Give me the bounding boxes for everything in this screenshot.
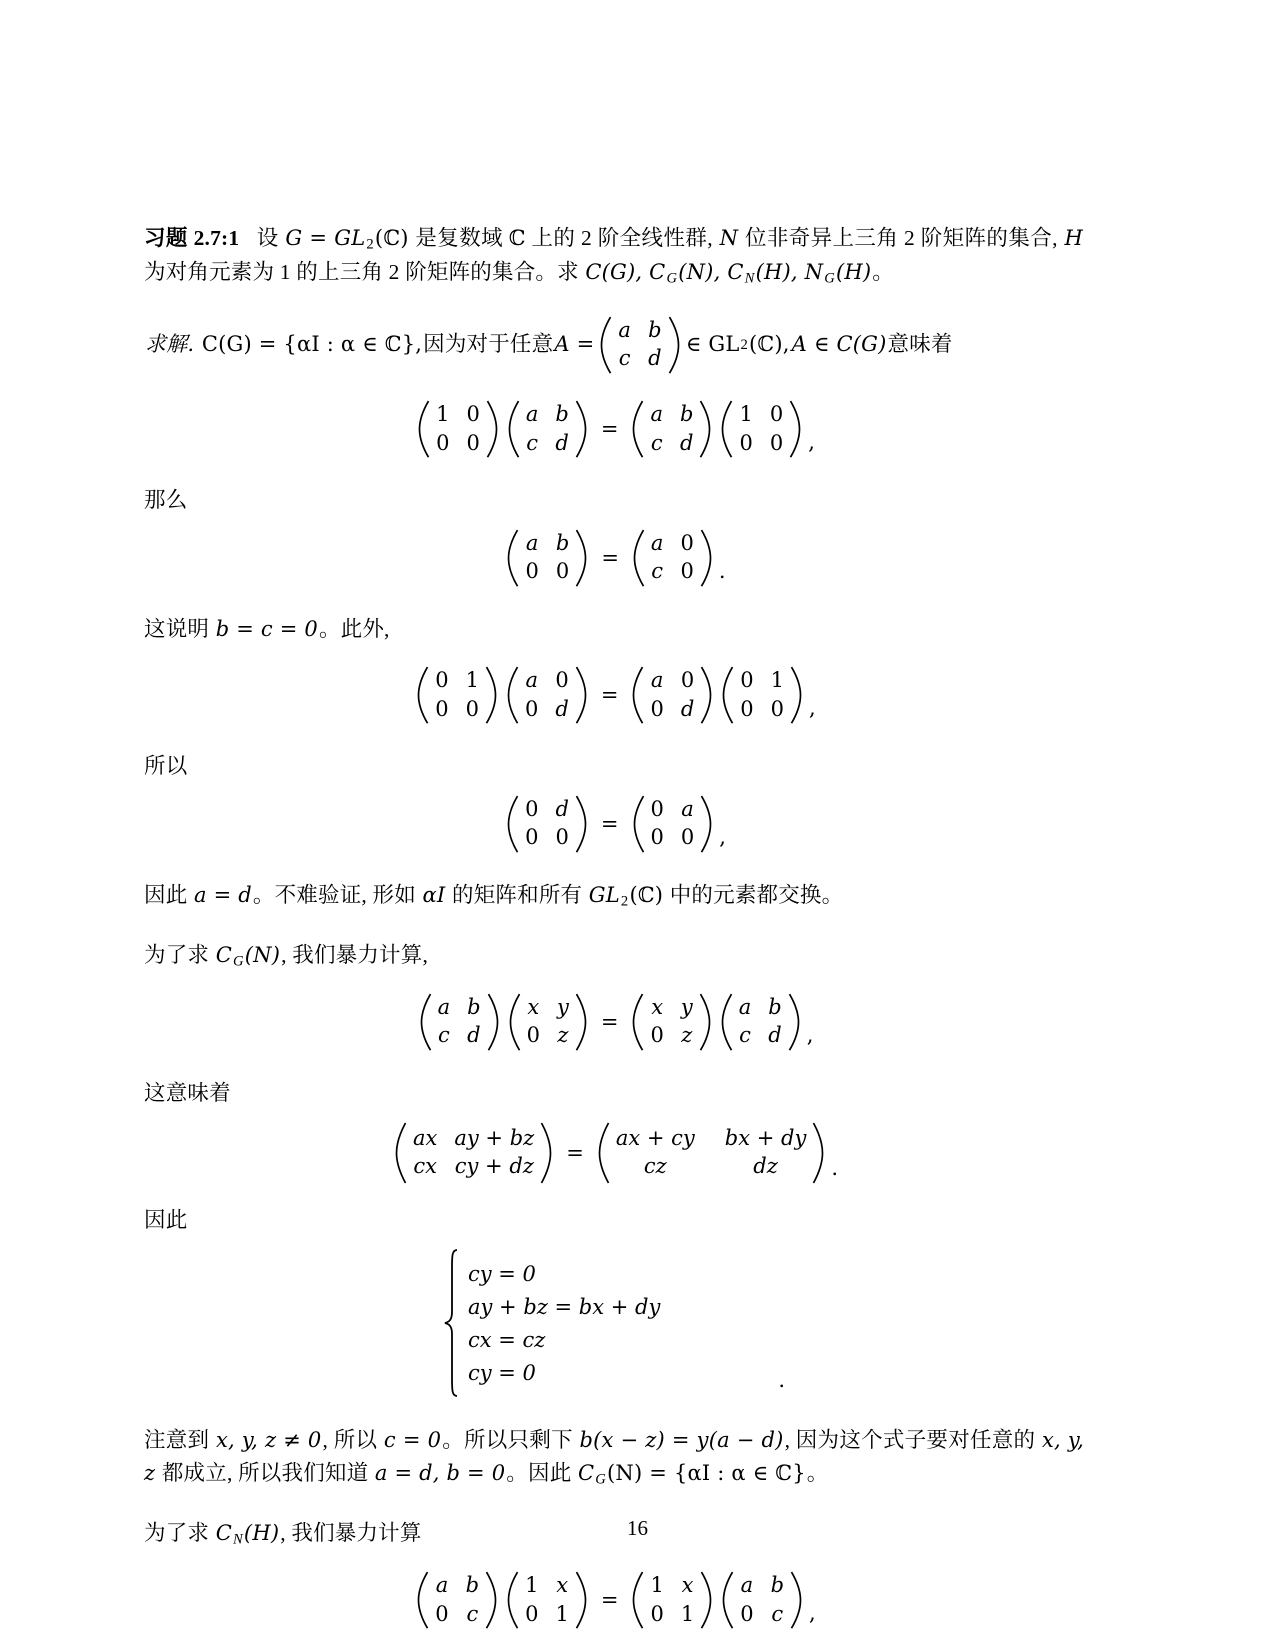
matrix-cell: 1 (650, 1572, 664, 1597)
matrix-cell: z (681, 1023, 693, 1048)
paren-right-icon (700, 1571, 713, 1629)
equation-punctuation: , (719, 825, 726, 850)
paren-right-icon (700, 529, 713, 587)
matrix-cell: x (527, 994, 540, 1019)
paren-left-icon (417, 400, 430, 458)
paren-left-icon (506, 529, 519, 587)
equation-5 (144, 993, 1084, 1051)
matrix (413, 400, 503, 458)
matrix (502, 529, 592, 587)
matrix-cell: d (679, 430, 694, 455)
paren-left-icon (721, 1571, 734, 1629)
paren-left-icon (506, 795, 519, 853)
equation-punctuation: , (806, 1023, 814, 1047)
matrix-cell: ay + bz (454, 1125, 535, 1150)
matrix-cell: c (618, 346, 631, 371)
equals-sign: = (600, 1009, 619, 1034)
matrix (716, 993, 805, 1051)
matrix-body (644, 666, 700, 724)
matrix-cell: d (555, 430, 569, 455)
matrix-cell: 0 (525, 559, 539, 584)
matrix (412, 666, 502, 724)
equation-2 (144, 529, 1084, 587)
matrix (627, 1571, 717, 1629)
equals-sign: = (566, 1140, 584, 1165)
matrix-cell: b (465, 1572, 480, 1597)
matrix-body (734, 1571, 790, 1629)
matrix-body (519, 666, 575, 724)
paren-left-icon (631, 400, 644, 458)
equals-sign: = (600, 683, 619, 708)
solution-label: 求解. (145, 331, 195, 356)
equation-3 (144, 666, 1084, 724)
matrix-body (429, 1571, 485, 1629)
paren-left-icon (720, 993, 733, 1051)
paragraph-compute-cgn: 为了求 $C_G(N)$, 我们暴力计算, (144, 942, 429, 970)
matrix-body (519, 529, 575, 587)
matrix-cell: 0 (740, 696, 754, 721)
paren-right-icon (487, 993, 500, 1051)
paren-right-icon (789, 400, 802, 458)
matrix (415, 993, 504, 1051)
paren-right-icon (700, 795, 713, 853)
matrix-body (519, 1571, 575, 1629)
paren-left-icon (507, 400, 520, 458)
paren-right-icon (790, 666, 803, 724)
matrix-body (733, 993, 788, 1051)
equation-punctuation: . (831, 1155, 838, 1180)
matrix (627, 666, 717, 724)
paren-left-icon (631, 1571, 644, 1629)
matrix-cell: a (650, 401, 663, 426)
matrix-cell: 0 (770, 696, 785, 721)
equation-punctuation: . (778, 1368, 785, 1393)
matrix-cell: a (740, 1572, 754, 1597)
matrix-cell: b (768, 994, 782, 1019)
case-line: cy = 0 (467, 1261, 536, 1286)
left-brace-icon (443, 1248, 459, 1398)
paren-left-icon (599, 316, 612, 374)
paren-left-icon (416, 666, 429, 724)
matrix-cell: c (526, 430, 538, 455)
page-number: 16 (627, 1516, 648, 1540)
matrix-cell: 1 (555, 1601, 569, 1626)
equals-sign: = (600, 417, 619, 442)
paren-right-icon (668, 316, 681, 374)
matrix-cell: cz (643, 1154, 667, 1179)
paren-right-icon (575, 400, 588, 458)
matrix-cell: a (650, 667, 664, 692)
matrix-cell: 0 (680, 825, 695, 850)
matrix-cell: a (437, 994, 451, 1019)
matrix-body (645, 795, 701, 853)
equation-8 (144, 1571, 1084, 1629)
matrix-cell: ax (413, 1125, 438, 1150)
matrix (504, 993, 592, 1051)
matrix-body (432, 993, 487, 1051)
matrix-cell: a (738, 994, 752, 1019)
equation-4 (144, 795, 1084, 853)
paren-left-icon (508, 993, 521, 1051)
matrix-cell: a (525, 401, 539, 426)
paren-right-icon (790, 1571, 803, 1629)
paren-left-icon (506, 1571, 519, 1629)
matrix-cell: a (525, 667, 538, 692)
matrix-cell: b (770, 1572, 785, 1597)
matrix (503, 400, 592, 458)
matrix-cell: b (648, 317, 662, 342)
paren-left-icon (597, 1122, 610, 1184)
paren-right-icon (575, 993, 588, 1051)
matrix (502, 795, 592, 853)
paren-right-icon (485, 1571, 498, 1629)
matrix-cell: 0 (525, 825, 539, 850)
matrix-cell: c (771, 1601, 784, 1626)
paren-left-icon (720, 400, 733, 458)
matrix-cell: x (651, 994, 664, 1019)
equals-sign: = (600, 811, 619, 836)
matrix-body (733, 400, 789, 458)
matrix-cell: c (739, 1023, 751, 1048)
paragraph-bc-zero: 这说明 b = c = 0。此外, (144, 617, 390, 642)
connector-yinci: 因此 (144, 1207, 188, 1232)
matrix-cell: d (555, 796, 569, 821)
matrix-cell: c (466, 1601, 479, 1626)
matrix-cell: cy + dz (454, 1154, 534, 1179)
matrix-cell: y (556, 994, 569, 1019)
matrix-cell: a (525, 530, 539, 555)
exercise-label: 习题 2.7:1 (144, 226, 240, 250)
matrix-cell: 0 (740, 1601, 754, 1626)
matrix (593, 1122, 829, 1184)
matrix-cell: d (555, 696, 569, 721)
matrix-cell: 0 (650, 1601, 664, 1626)
paragraph-compute-cnh: 为了求 $C_N(H)$, 我们暴力计算 (144, 1521, 422, 1548)
paren-right-icon (699, 993, 712, 1051)
case-line: cx = cz (467, 1327, 546, 1352)
matrix-cell: 0 (769, 401, 784, 426)
matrix-cell: x (681, 1572, 694, 1597)
matrix-body (644, 400, 699, 458)
solution-intro: 求解. C(G) = {αI : α ∈ ℂ}, 因为对于任意 A = a b c d ∈ GL 2 (ℂ), A ∈ C(G) 意味着 (144, 316, 1084, 374)
matrix (390, 1122, 557, 1184)
matrix-body (734, 666, 790, 724)
matrix-cell: d (680, 696, 695, 721)
equation-punctuation: , (808, 430, 815, 455)
equals-sign: = (600, 1588, 619, 1613)
matrix-cell: d (467, 1023, 481, 1048)
equation-6 (144, 1122, 1084, 1184)
matrix-cell: 0 (466, 430, 480, 455)
cases-lines (459, 1248, 660, 1398)
matrix-body (519, 795, 575, 853)
matrix (502, 1571, 592, 1629)
matrix-cell: 1 (436, 401, 450, 426)
matrix (627, 400, 716, 458)
matrix-cell: c (650, 430, 663, 455)
matrix-cell: 1 (739, 401, 753, 426)
paragraph-conclusion-cgn: 注意到 x, y, z ≠ 0, 所以 c = 0。所以只剩下 b(x − z) = y(a − d), 因为这个式子要对任意的 x, y, z 都成立, 所以我们知道 a = d, b = 0。因此 $C_G(N) = \{\alpha I$ : α ∈ ℂ}。 (144, 1428, 1084, 1488)
matrix-cell: 0 (465, 696, 480, 721)
matrix-cell: 0 (739, 430, 753, 455)
matrix-cell: a (435, 1572, 449, 1597)
matrix-cell: 0 (466, 401, 480, 426)
matrix-cell: 0 (525, 1601, 539, 1626)
equation-punctuation: . (718, 559, 726, 584)
page-body (144, 222, 1084, 1629)
connector-name: 那么 (144, 488, 188, 513)
matrix-cell: 0 (650, 796, 664, 821)
matrix-cell: b (679, 401, 694, 426)
matrix-cell: 0 (555, 825, 569, 850)
matrix-cell: a (650, 530, 664, 555)
exercise-problem: 习题 2.7:1 设 $G = GL_2(ℂ)$ 是复数域 ℂ 上的 2 阶全线性群, N 位非奇异上三角 2 阶矩阵的集合, H 为对角元素为 1 的上三角 2 阶矩阵的集合。求 C(G), $C_G(N)$, $C_N(H)$, $N_G(H)$。 (144, 226, 1083, 287)
paren-left-icon (394, 1122, 407, 1184)
matrix-cell: 0 (650, 1023, 664, 1048)
matrix (717, 1571, 807, 1629)
matrix-cell: 0 (650, 696, 664, 721)
paren-left-icon (506, 666, 519, 724)
matrix (716, 400, 806, 458)
matrix-cell: b (555, 530, 570, 555)
matrix-cell: c (651, 559, 664, 584)
matrix-body (430, 400, 486, 458)
matrix-cell: 1 (770, 667, 785, 692)
matrix (628, 529, 717, 587)
paren-right-icon (575, 666, 588, 724)
equals-sign: = (601, 545, 619, 570)
matrix-cell: c (437, 1023, 450, 1048)
paren-right-icon (699, 400, 712, 458)
matrix-cell: 0 (525, 796, 539, 821)
matrix-A (595, 316, 684, 374)
matrix-cell: bx + dy (724, 1125, 807, 1150)
connector-suoyi: 所以 (144, 754, 188, 779)
case-line: ay + bz = bx + dy (467, 1294, 661, 1319)
matrix-cell: 0 (555, 667, 569, 692)
matrix-cell: 0 (680, 667, 695, 692)
matrix (502, 666, 592, 724)
matrix-cell: 0 (435, 667, 449, 692)
matrix-body (644, 993, 698, 1051)
matrix-body (520, 400, 575, 458)
matrix-cell: 0 (436, 430, 450, 455)
matrix (627, 993, 715, 1051)
cases-group (443, 1248, 660, 1398)
matrix-cell: 0 (525, 696, 539, 721)
paren-left-icon (631, 993, 644, 1051)
matrix-body (429, 666, 485, 724)
matrix-cell: 0 (435, 696, 449, 721)
paren-right-icon (486, 400, 499, 458)
paren-right-icon (812, 1122, 825, 1184)
paren-right-icon (700, 666, 713, 724)
paragraph-a-equals-d: 因此 a = d。不难验证, 形如 αI 的矩阵和所有 $GL_2(ℂ)$ 中的元素都交换。 (144, 883, 844, 910)
matrix-body (644, 1571, 700, 1629)
matrix-cell: z (557, 1023, 569, 1048)
matrix-cell: 0 (769, 430, 784, 455)
matrix (717, 666, 807, 724)
matrix-body (521, 993, 575, 1051)
connector-zheyiweizhe: 这意味着 (144, 1081, 231, 1105)
paren-right-icon (575, 529, 588, 587)
paren-left-icon (721, 666, 734, 724)
matrix-cell: 0 (435, 1601, 449, 1626)
matrix-cell: d (648, 346, 662, 371)
matrix (628, 795, 718, 853)
matrix-cell: 0 (740, 667, 754, 692)
matrix-body (610, 1124, 812, 1182)
matrix-cell: 1 (680, 1601, 695, 1626)
matrix-cell: 0 (650, 825, 664, 850)
matrix-cell: dz (753, 1154, 778, 1179)
paren-left-icon (631, 666, 644, 724)
matrix-cell: b (555, 401, 569, 426)
paren-right-icon (540, 1122, 553, 1184)
matrix-cell: 0 (555, 559, 570, 584)
matrix-cell: 1 (525, 1572, 539, 1597)
equation-punctuation: , (809, 696, 816, 721)
paren-right-icon (575, 795, 588, 853)
matrix-cell: x (556, 1572, 569, 1597)
paren-right-icon (485, 666, 498, 724)
matrix-cell: a (618, 317, 632, 342)
matrix-cell: ax + cy (615, 1125, 695, 1150)
equation-1 (144, 400, 1084, 458)
matrix-cell: d (768, 1023, 782, 1048)
matrix-cell: 1 (465, 667, 480, 692)
paren-left-icon (419, 993, 432, 1051)
paren-right-icon (575, 1571, 588, 1629)
matrix-cell: b (467, 994, 481, 1019)
paren-left-icon (416, 1571, 429, 1629)
matrix-cell: y (680, 994, 693, 1019)
paren-right-icon (788, 993, 801, 1051)
matrix-cell: cx (413, 1154, 437, 1179)
matrix (412, 1571, 502, 1629)
matrix-body (645, 529, 700, 587)
matrix-body (407, 1124, 540, 1182)
matrix-cell: 0 (680, 559, 694, 584)
equation-punctuation: , (809, 1601, 816, 1626)
paren-left-icon (632, 795, 645, 853)
paren-left-icon (632, 529, 645, 587)
matrix-cell: 0 (526, 1023, 540, 1048)
matrix-cell: 0 (680, 530, 694, 555)
case-line: cy = 0 (467, 1360, 536, 1385)
equation-7 (144, 1248, 1084, 1398)
matrix-cell: a (681, 796, 694, 821)
